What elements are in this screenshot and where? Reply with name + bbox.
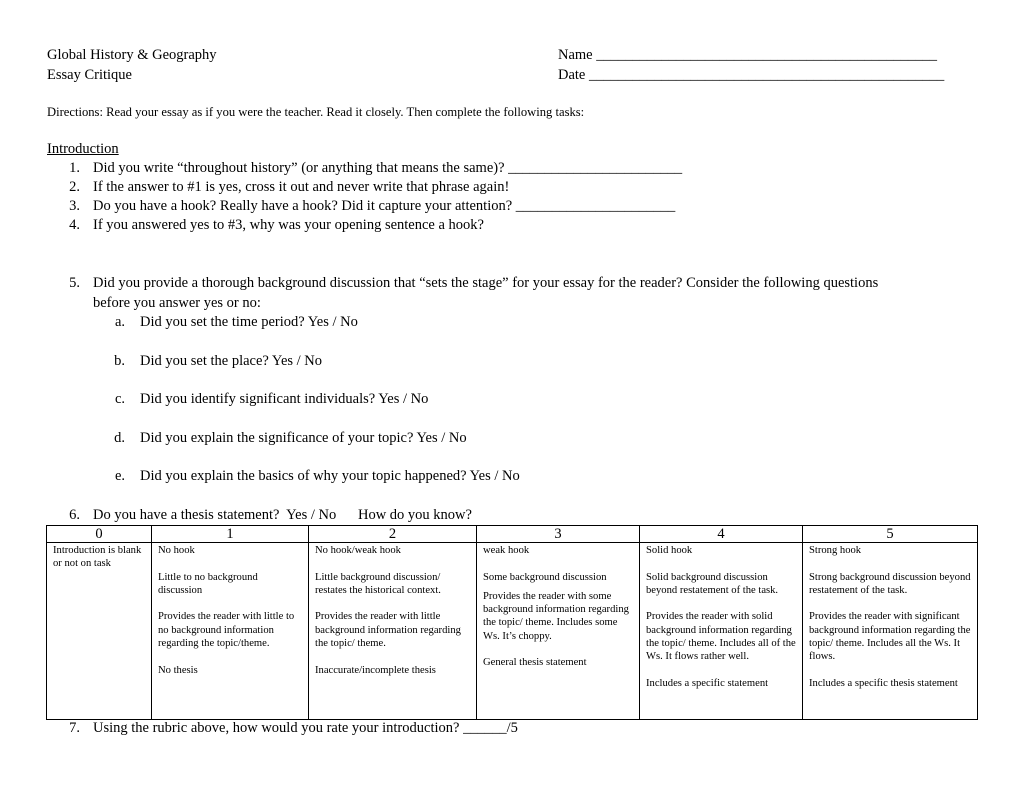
rubric-criteria-row [47,543,978,720]
rubric-criterion: Provides the reader with little to no background information regarding the topic/theme. [158,611,295,650]
rubric-criterion: Provides the reader with significant background information regarding the topic/ theme. Includes all the Ws. It flows. [809,611,971,663]
subquestion-letter: a. [114,314,125,330]
name-blank[interactable]: _______________________________________________ [596,47,937,63]
rubric-score-header: 2 [309,526,477,543]
question-number: 3. [69,198,80,214]
rubric-criterion: Provides the reader with some background information regarding the topic/ theme. Includes some Ws. It’s choppy. [483,590,629,642]
section-title: Introduction [47,141,119,157]
rubric-criterion: Strong background discussion beyond restatement of the task. [809,571,971,596]
rubric-criterion: weak hook [483,545,530,556]
rubric-cell-0 [47,543,152,720]
name-line[interactable] [558,46,937,64]
rubric-criterion: No hook/weak hook [315,545,401,556]
subquestion-letter: e. [114,468,125,484]
subquestion-letter: c. [114,391,125,407]
name-label: Name [558,47,593,63]
rubric-cell-4 [640,543,803,720]
rubric-cell-3 [477,543,640,720]
question-text-continued: before you answer yes or no: [93,295,261,311]
rubric-header-row [47,526,978,543]
rubric-criterion: Introduction is blank or not on task [53,545,142,570]
rubric-criterion: Provides the reader with little background information regarding the topic/ theme. [315,611,461,650]
question-number: 2. [69,179,80,195]
question-number: 1. [69,160,80,176]
subquestion-text: Did you identify significant individuals? Yes / No [140,391,429,407]
question-number: 4. [69,217,80,233]
rubric-criterion: Little background discussion/ restates the historical context. [315,571,441,596]
question-number: 6. [69,507,80,523]
directions-text: Directions: Read your essay as if you were the teacher. Read it closely. Then complete the following tasks: [47,105,585,119]
question-number: 5. [69,275,80,291]
rubric-criterion: Solid hook [646,545,693,556]
rubric-criterion: Some background discussion [483,571,607,583]
subquestion-text: Did you explain the basics of why your topic happened? Yes / No [140,468,520,484]
rubric-criterion: No thesis [158,664,198,676]
question-number: 7. [69,720,80,736]
course-title: Global History & Geography [47,47,217,63]
rubric-criterion: Solid background discussion beyond restatement of the task. [646,571,779,596]
date-label: Date [558,67,586,83]
rubric-criterion: Inaccurate/incomplete thesis [315,664,436,676]
rubric-cell-1 [152,543,309,720]
rubric-score-header: 3 [477,526,640,543]
rubric-score-header: 0 [47,526,152,543]
question-text: Using the rubric above, how would you rate your introduction? ______/5 [93,720,518,736]
question-text: If you answered yes to #3, why was your opening sentence a hook? [93,217,484,233]
rubric-criterion: General thesis statement [483,657,587,669]
rubric-cell-2 [309,543,477,720]
rubric-criterion: Includes a specific statement [646,677,769,689]
subquestion-letter: d. [114,430,125,446]
question-text: Do you have a hook? Really have a hook? Did it capture your attention? ______________________ [93,198,676,214]
date-line[interactable] [558,66,944,84]
date-blank[interactable]: _________________________________________________ [589,67,945,83]
rubric-score-header: 5 [803,526,978,543]
subquestion-text: Did you set the time period? Yes / No [140,314,358,330]
rubric-table [46,525,978,720]
question-text: Did you provide a thorough background discussion that “sets the stage” for your essay for the reader? Consider the following questions [93,275,879,291]
rubric-score-header: 1 [152,526,309,543]
document-subtitle: Essay Critique [47,67,132,83]
rubric-score-header: 4 [640,526,803,543]
subquestion-text: Did you set the place? Yes / No [140,353,323,369]
rubric-criterion: Includes a specific thesis statement [809,677,958,689]
rubric-criterion: Provides the reader with solid background information regarding the topic/ theme. Includes all of the Ws. It flows rather well. [646,611,796,663]
rubric-criterion: Little to no background discussion [158,571,258,596]
question-text: If the answer to #1 is yes, cross it out and never write that phrase again! [93,179,510,195]
question-text: Do you have a thesis statement? Yes / No How do you know? [93,507,472,523]
question-text: Did you write “throughout history” (or anything that means the same)? ________________________ [93,160,683,176]
rubric-criterion: No hook [158,545,195,556]
rubric-criterion: Strong hook [809,545,862,556]
rubric-cell-5 [803,543,978,720]
subquestion-text: Did you explain the significance of your topic? Yes / No [140,430,467,446]
subquestion-letter: b. [114,353,125,369]
